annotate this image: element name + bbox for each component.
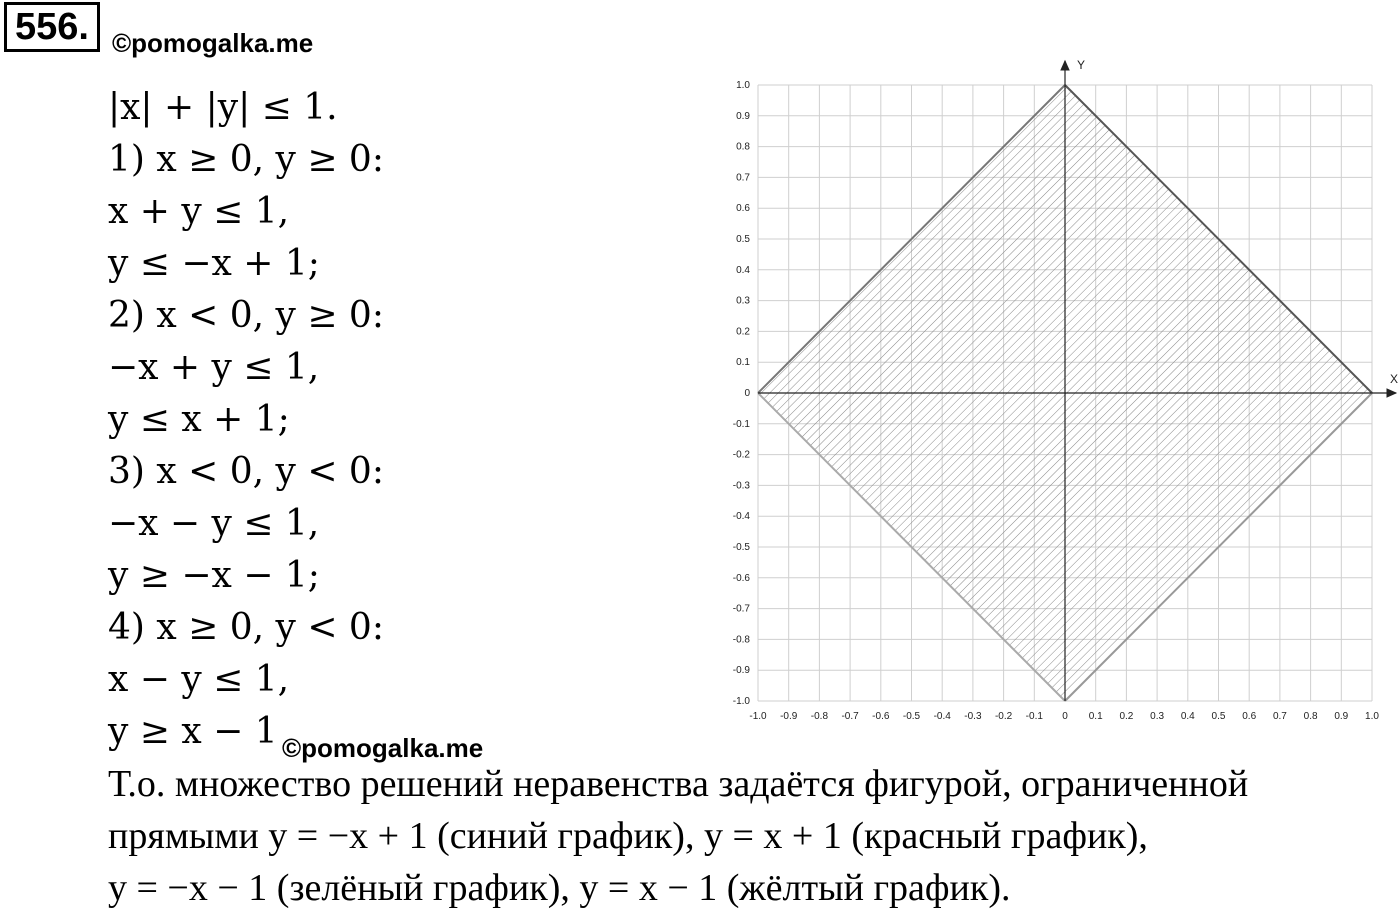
solution-line: −x + y ≤ 1, (108, 347, 320, 388)
x-tick-label: 0.6 (1242, 711, 1257, 722)
solution-line: x + y ≤ 1, (108, 191, 290, 232)
x-tick-label: -0.3 (964, 711, 982, 722)
watermark-bottom: ©pomogalka.me (282, 733, 484, 763)
x-tick-label: 0.8 (1303, 711, 1318, 722)
x-tick-label: -0.5 (902, 711, 921, 722)
y-tick-label: 0.1 (736, 357, 750, 369)
y-tick-label: 0 (744, 388, 750, 399)
y-tick-label: 0.8 (736, 141, 750, 153)
solution-line: 4) x ≥ 0, y < 0: (108, 607, 384, 648)
solution-line: 1) x ≥ 0, y ≥ 0: (108, 139, 384, 180)
y-tick-label: -0.4 (732, 511, 750, 523)
y-tick-label: 1.0 (736, 80, 750, 91)
y-tick-label: 0.3 (736, 295, 750, 307)
solution-line: y ≥ −x − 1; (108, 555, 320, 596)
x-tick-label: 0.9 (1334, 711, 1349, 722)
solution-line: |x| + |y| ≤ 1. (108, 87, 338, 128)
y-tick-label: -0.9 (732, 665, 750, 677)
y-tick-label: 0.2 (736, 326, 750, 338)
y-tick-label: -0.3 (732, 480, 750, 492)
inequality-graph (700, 55, 1400, 735)
y-tick-label: -0.8 (732, 634, 750, 646)
x-tick-label: -0.6 (872, 711, 890, 722)
conclusion-line: Т.о. множество решений неравенства задаётся фигурой, ограниченной (108, 763, 1249, 805)
x-tick-label: 0.5 (1211, 711, 1226, 722)
solution-line: 3) x < 0, y < 0: (108, 451, 384, 492)
y-axis-label: Y (1077, 58, 1086, 72)
x-tick-label: 0.2 (1119, 711, 1134, 722)
solution-line: y ≥ x − 1 (108, 711, 278, 752)
watermark-top: ©pomogalka.me (112, 28, 314, 58)
x-tick-label: 0.7 (1272, 711, 1287, 722)
y-tick-label: -0.6 (732, 572, 750, 584)
y-tick-label: 0.7 (736, 172, 750, 184)
x-tick-label: -0.8 (810, 711, 829, 722)
x-tick-label: -0.4 (933, 711, 951, 722)
x-tick-label: 0 (1062, 711, 1068, 722)
y-tick-label: 0.4 (736, 264, 750, 276)
y-tick-label: -0.1 (732, 418, 750, 430)
y-tick-label: -1.0 (732, 696, 750, 707)
solution-line: x − y ≤ 1, (108, 659, 290, 700)
conclusion-line: прямыми y = −x + 1 (синий график), y = x + 1 (красный график), (108, 815, 1148, 857)
x-tick-label: -0.7 (841, 711, 859, 722)
x-tick-label: 1.0 (1365, 711, 1379, 722)
y-tick-label: 0.9 (736, 110, 750, 122)
solution-line: y ≤ −x + 1; (108, 243, 320, 284)
solution-steps (108, 82, 384, 758)
y-tick-label: -0.7 (732, 603, 750, 615)
solution-line: −x − y ≤ 1, (108, 503, 320, 544)
solution-line: y ≤ x + 1; (108, 399, 290, 440)
solution-line: 2) x < 0, y ≥ 0: (108, 295, 384, 336)
conclusion-line: y = −x − 1 (зелёный график), y = x − 1 (жёлтый график). (108, 867, 1011, 909)
y-tick-label: 0.6 (736, 203, 750, 215)
x-tick-label: -0.2 (994, 711, 1013, 722)
y-tick-label: 0.5 (736, 234, 750, 245)
y-tick-label: -0.2 (732, 449, 750, 461)
x-tick-label: -0.1 (1025, 711, 1043, 722)
x-tick-label: 0.4 (1180, 711, 1195, 722)
problem-number: 556. (4, 2, 100, 52)
x-tick-label: -1.0 (749, 711, 767, 722)
y-tick-label: -0.5 (732, 542, 750, 553)
x-tick-label: 0.1 (1088, 711, 1103, 722)
x-tick-label: 0.3 (1150, 711, 1165, 722)
x-tick-label: -0.9 (780, 711, 798, 722)
x-axis-label: X (1390, 372, 1399, 386)
conclusion-text (108, 758, 1388, 914)
